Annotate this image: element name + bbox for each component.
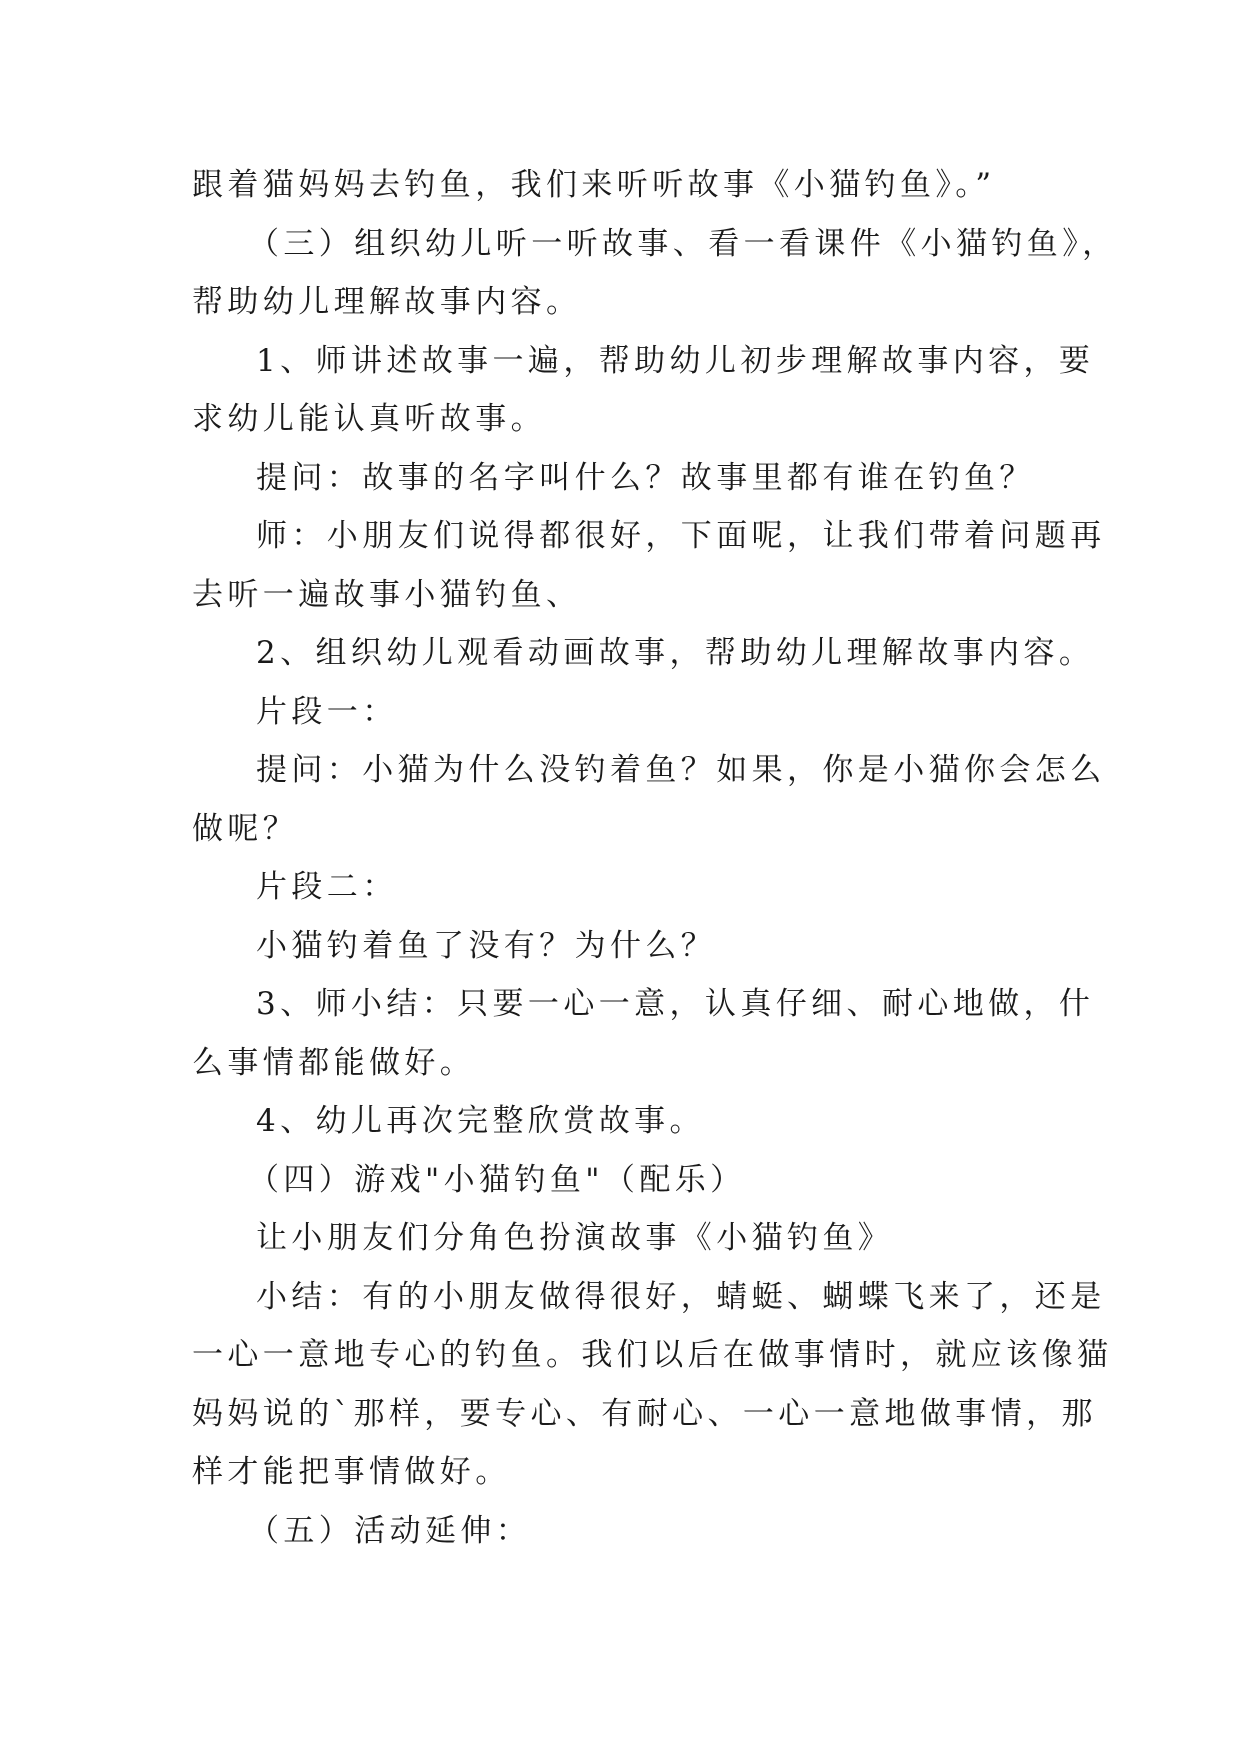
section-heading: （五）活动延伸： [248, 1512, 532, 1549]
text-line: 样才能把事情做好。 [192, 1454, 511, 1490]
text-line: 师：小朋友们说得都很好，下面呢，让我们带着问题再 [256, 518, 1106, 554]
text-line: 4、幼儿再次完整欣赏故事。 [256, 1103, 705, 1139]
text-line: 去听一遍故事小猫钓鱼、 [192, 576, 582, 613]
text-line: 帮助幼儿理解故事内容。 [192, 284, 582, 320]
section-heading: （四）游戏"小猫钓鱼"（配乐） [248, 1161, 746, 1198]
text-line: 跟着猫妈妈去钓鱼，我们来听听故事《小猫钓鱼》。” [192, 167, 996, 203]
text-line: 小结：有的小朋友做得很好，蜻蜓、蝴蝶飞来了，还是 [256, 1278, 1106, 1315]
text-line: 一心一意地专心的钓鱼。我们以后在做事情时，就应该像猫 [192, 1337, 1113, 1373]
text-line: 小猫钓着鱼了没有？为什么？ [256, 927, 717, 964]
text-line: 妈妈说的`那样，要专心、有耐心、一心一意地做事情，那 [192, 1395, 1097, 1432]
document-body [192, 156, 1118, 1560]
section-heading: （三）组织幼儿听一听故事、看一看课件《小猫钓鱼》， [248, 225, 1118, 262]
text-line: 2、组织幼儿观看动画故事，帮助幼儿理解故事内容。 [256, 635, 1095, 671]
text-line: 片段二： [256, 869, 398, 905]
text-line: 做呢？ [192, 810, 299, 847]
text-line: 1、师讲述故事一遍，帮助幼儿初步理解故事内容，要 [256, 342, 1095, 379]
text-line: 提问：小猫为什么没钓着鱼？如果，你是小猫你会怎么 [256, 752, 1106, 788]
text-line: 片段一： [256, 693, 398, 730]
text-line: 求幼儿能认真听故事。 [192, 401, 546, 437]
text-line: 提问：故事的名字叫什么？故事里都有谁在钓鱼？ [256, 459, 1035, 496]
text-line: 3、师小结：只要一心一意，认真仔细、耐心地做，什 [256, 986, 1095, 1022]
text-line: 让小朋友们分角色扮演故事《小猫钓鱼》 [256, 1220, 894, 1256]
text-line: 么事情都能做好。 [192, 1044, 476, 1081]
